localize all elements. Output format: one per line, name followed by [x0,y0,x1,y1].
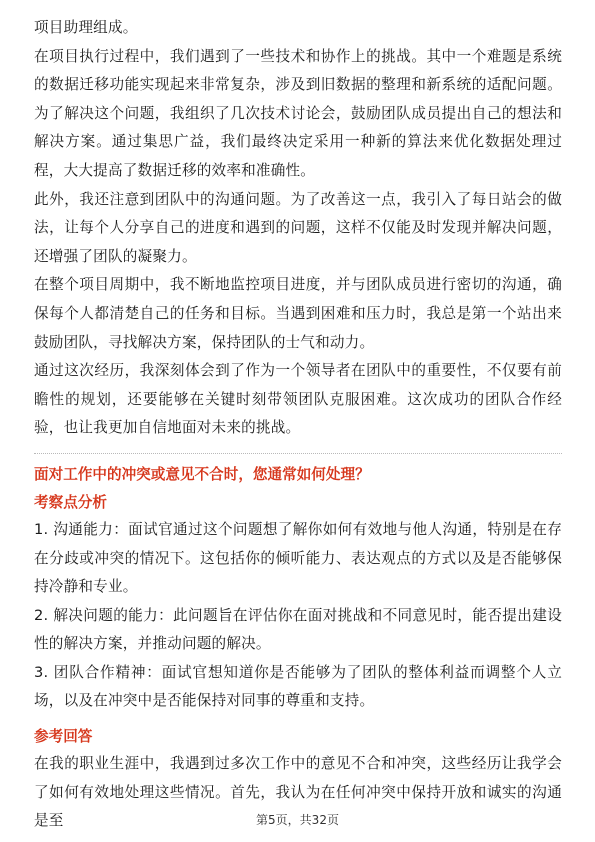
paragraph: 在项目执行过程中，我们遇到了一些技术和协作上的挑战。其中一个难题是系统的数据迁移功能实现起来非常复杂，涉及到旧数据的整理和新系统的适配问题。为了解决这个问题，我组织了几次技术讨论会，鼓励团队成员提出自己的想法和解决方案。通过集思广益，我们最终决定采用一种新的算法来优化数据处理过程，大大提高了数据迁移的效率和准确性。 [34,47,562,179]
paragraph: 通过这次经历，我深刻体会到了作为一个领导者在团队中的重要性，不仅要有前瞻性的规划，还要能够在关键时刻带领团队克服困难。这次成功的团队合作经验，也让我更加自信地面对未来的挑战。 [34,362,562,437]
reference-heading: 参考回答 [34,728,93,746]
reference-answer: 在我的职业生涯中，我遇到过多次工作中的意见不合和冲突，这些经历让我学会了如何有效地处理这些情况。首先，我认为在任何冲突中保持开放和诚实的沟通是至 [34,755,562,830]
section-divider [34,453,562,454]
list-item: 1. 沟通能力：面试官通过这个问题想了解你如何有效地与他人沟通，特别是在存在分歧或冲突的情况下。这包括你的倾听能力、表达观点的方式以及是否能够保持冷静和专业。 [34,520,562,596]
paragraph: 此外，我还注意到团队中的沟通问题。为了改善这一点，我引入了每日站会的做法，让每个人分享自己的进度和遇到的问题，这样不仅能及时发现并解决问题，还增强了团队的凝聚力。 [34,190,562,265]
list-item: 2. 解决问题的能力：此问题旨在评估你在面对挑战和不同意见时，能否提出建设性的解决方案，并推动问题的解决。 [34,606,562,653]
document-page [34,14,562,836]
analysis-list [34,516,562,716]
page-number: 第5页，共32页 [256,813,339,827]
interview-question: 面对工作中的冲突或意见不合时，您通常如何处理？ [34,465,370,483]
paragraph: 项目助理组成。 [34,19,138,36]
analysis-heading: 考察点分析 [34,493,107,511]
paragraph: 在整个项目周期中，我不断地监控项目进度，并与团队成员进行密切的沟通，确保每个人都清楚自己的任务和目标。当遇到困难和压力时，我总是第一个站出来鼓励团队，寻找解决方案，保持团队的士气和动力。 [34,276,562,351]
intro-section [34,14,562,443]
list-item: 3. 团队合作精神：面试官想知道你是否能够为了团队的整体利益而调整个人立场，以及在冲突中是否能保持对同事的尊重和支持。 [34,663,562,710]
